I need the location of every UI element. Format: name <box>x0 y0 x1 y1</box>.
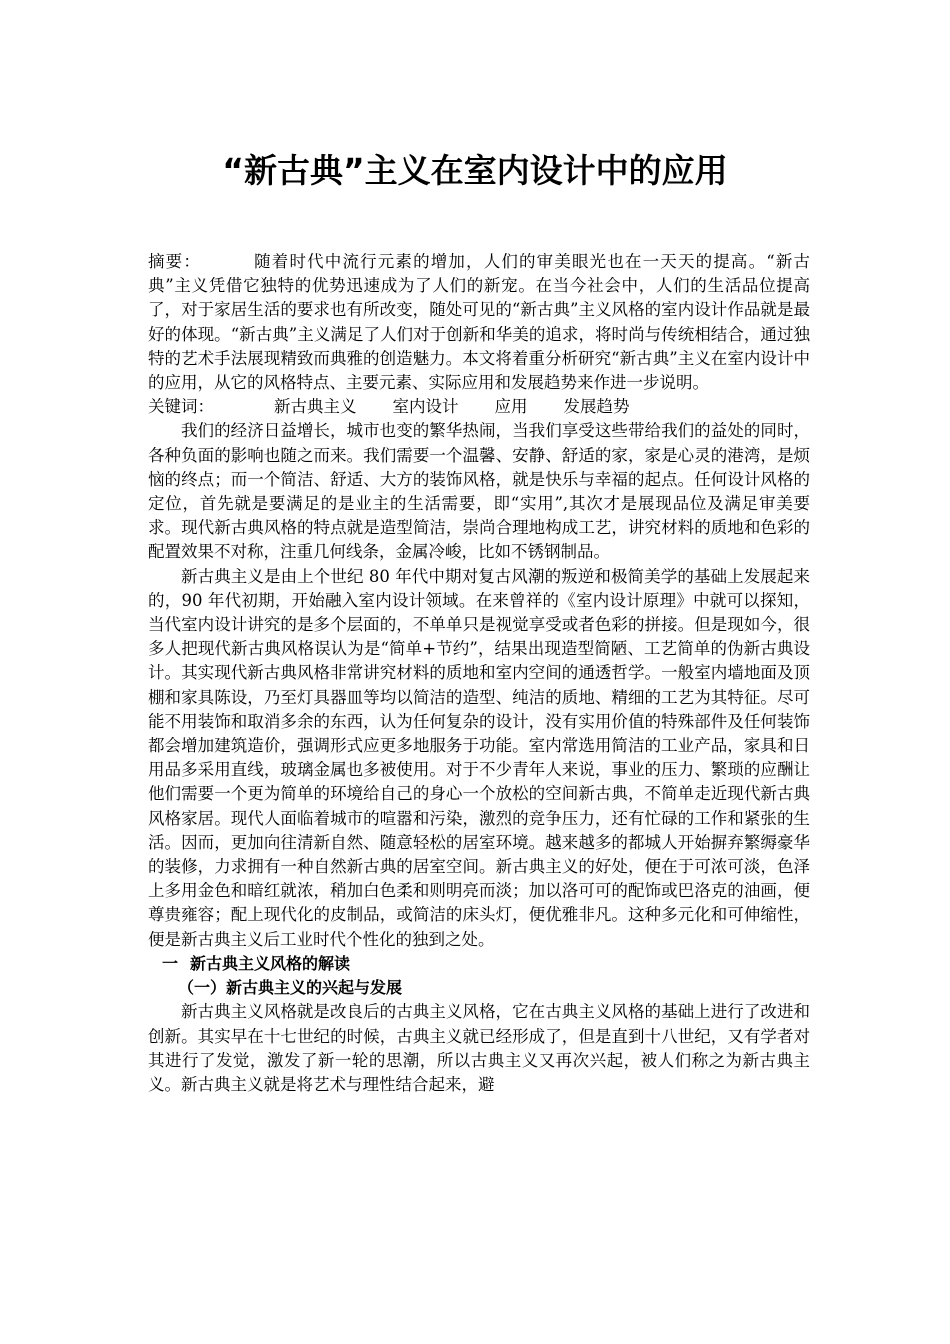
body-paragraph: 我们的经济日益增长，城市也变的繁华热闹，当我们享受这些带给我们的益处的同时，各种负面的影响也随之而来。我们需要一个温馨、安静、舒适的家，家是心灵的港湾，是烦恼的终点；而一个简洁、舒适、大方的装饰风格，就是快乐与幸福的起点。任何设计风格的定位，首先就是要满足的是业主的生活需要，即“实用”,其次才是展现品位及满足审美要求。现代新古典风格的特点就是造型简洁，崇尚合理地构成工艺，讲究材料的质地和色彩的配置效果不对称，注重几何线条，金属冷峻，比如不锈钢制品。 <box>148 421 810 562</box>
keyword-item: 室内设计 <box>392 397 459 417</box>
abstract-paragraph <box>148 250 810 395</box>
body-paragraph: 新古典主义是由上个世纪 80 年代中期对复古风潮的叛逆和极简美学的基础上发展起来的，90 年代初期，开始融入室内设计领域。在来曾祥的《室内设计原理》中就可以探知，当代室内设计讲究的是多个层面的，不单单只是视觉享受或者色彩的拼接。但是现如今，很多人把现代新古典风格误认为是“简单+节约”，结果出现造型简陋、工艺简单的伪新古典设计。其实现代新古典风格非常讲究材料的质地和室内空间的通透哲学。一般室内墙地面及顶棚和家具陈设，乃至灯具器皿等均以简洁的造型、纯洁的质地、精细的工艺为其特征。尽可能不用装饰和取消多余的东西，认为任何复杂的设计，没有实用价值的特殊部件及任何装饰都会增加建筑造价，强调形式应更多地服务于功能。室内常选用简洁的工业产品，家具和日用品多采用直线，玻璃金属也多被使用。对于不少青年人来说，事业的压力、繁琐的应酬让他们需要一个更为简单的环境给自己的身心一个放松的空间新古典，不简单走近现代新古典风格家居。现代人面临着城市的喧嚣和污染，激烈的竞争压力，还有忙碌的工作和紧张的生活。因而，更加向往清新自然、随意轻松的居室环境。越来越多的都城人开始摒弃繁缛豪华的装修，力求拥有一种自然新古典的居室空间。新古典主义的好处，便在于可浓可淡，色泽上多用金色和暗红就浓，稍加白色柔和则明亮而淡；加以洛可可的配饰或巴洛克的油画，便尊贵雍容；配上现代化的皮制品，或简洁的床头灯，便优雅非凡。这种多元化和可伸缩性，便是新古典主义后工业时代个性化的独到之处。 <box>148 566 810 949</box>
document-title: “新古典”主义在室内设计中的应用 <box>222 151 728 190</box>
keyword-item: 发展趋势 <box>563 397 630 417</box>
body-paragraph: 新古典主义风格就是改良后的古典主义风格，它在古典主义风格的基础上进行了改进和创新。其实早在十七世纪的时候，古典主义就已经形成了，但是直到十八世纪，又有学者对其进行了发觉，激发了新一轮的思潮，所以古典主义又再次兴起，被人们称之为新古典主义。新古典主义就是将艺术与理性结合起来，避 <box>148 1002 810 1094</box>
document-body <box>148 250 810 1097</box>
section-title: 新古典主义风格的解读 <box>190 953 351 973</box>
section-heading <box>148 952 810 976</box>
keyword-item: 应用 <box>494 397 528 417</box>
keywords-line <box>148 395 810 419</box>
keywords-label: 关键词： <box>148 397 214 417</box>
keyword-item: 新古典主义 <box>274 397 357 417</box>
subsection-heading: （一）新古典主义的兴起与发展 <box>178 978 403 998</box>
abstract-label: 摘要： <box>148 252 201 271</box>
section-number: 一 <box>162 953 179 973</box>
abstract-text: 随着时代中流行元素的增加，人们的审美眼光也在一天天的提高。“新古典”主义凭借它独特的优势迅速成为了人们的新宠。在当今社会中，人们的生活品位提高了，对于家居生活的要求也有所改变，随处可见的“新古典”主义风格的室内设计作品就是最好的体现。“新古典”主义满足了人们对于创新和华美的追求，将时尚与传统相结合，通过独特的艺术手法展现精致而典雅的创造魅力。本文将着重分析研究“新古典”主义在室内设计中的应用，从它的风格特点、主要元素、实际应用和发展趋势来作进一步说明。 <box>148 252 811 393</box>
